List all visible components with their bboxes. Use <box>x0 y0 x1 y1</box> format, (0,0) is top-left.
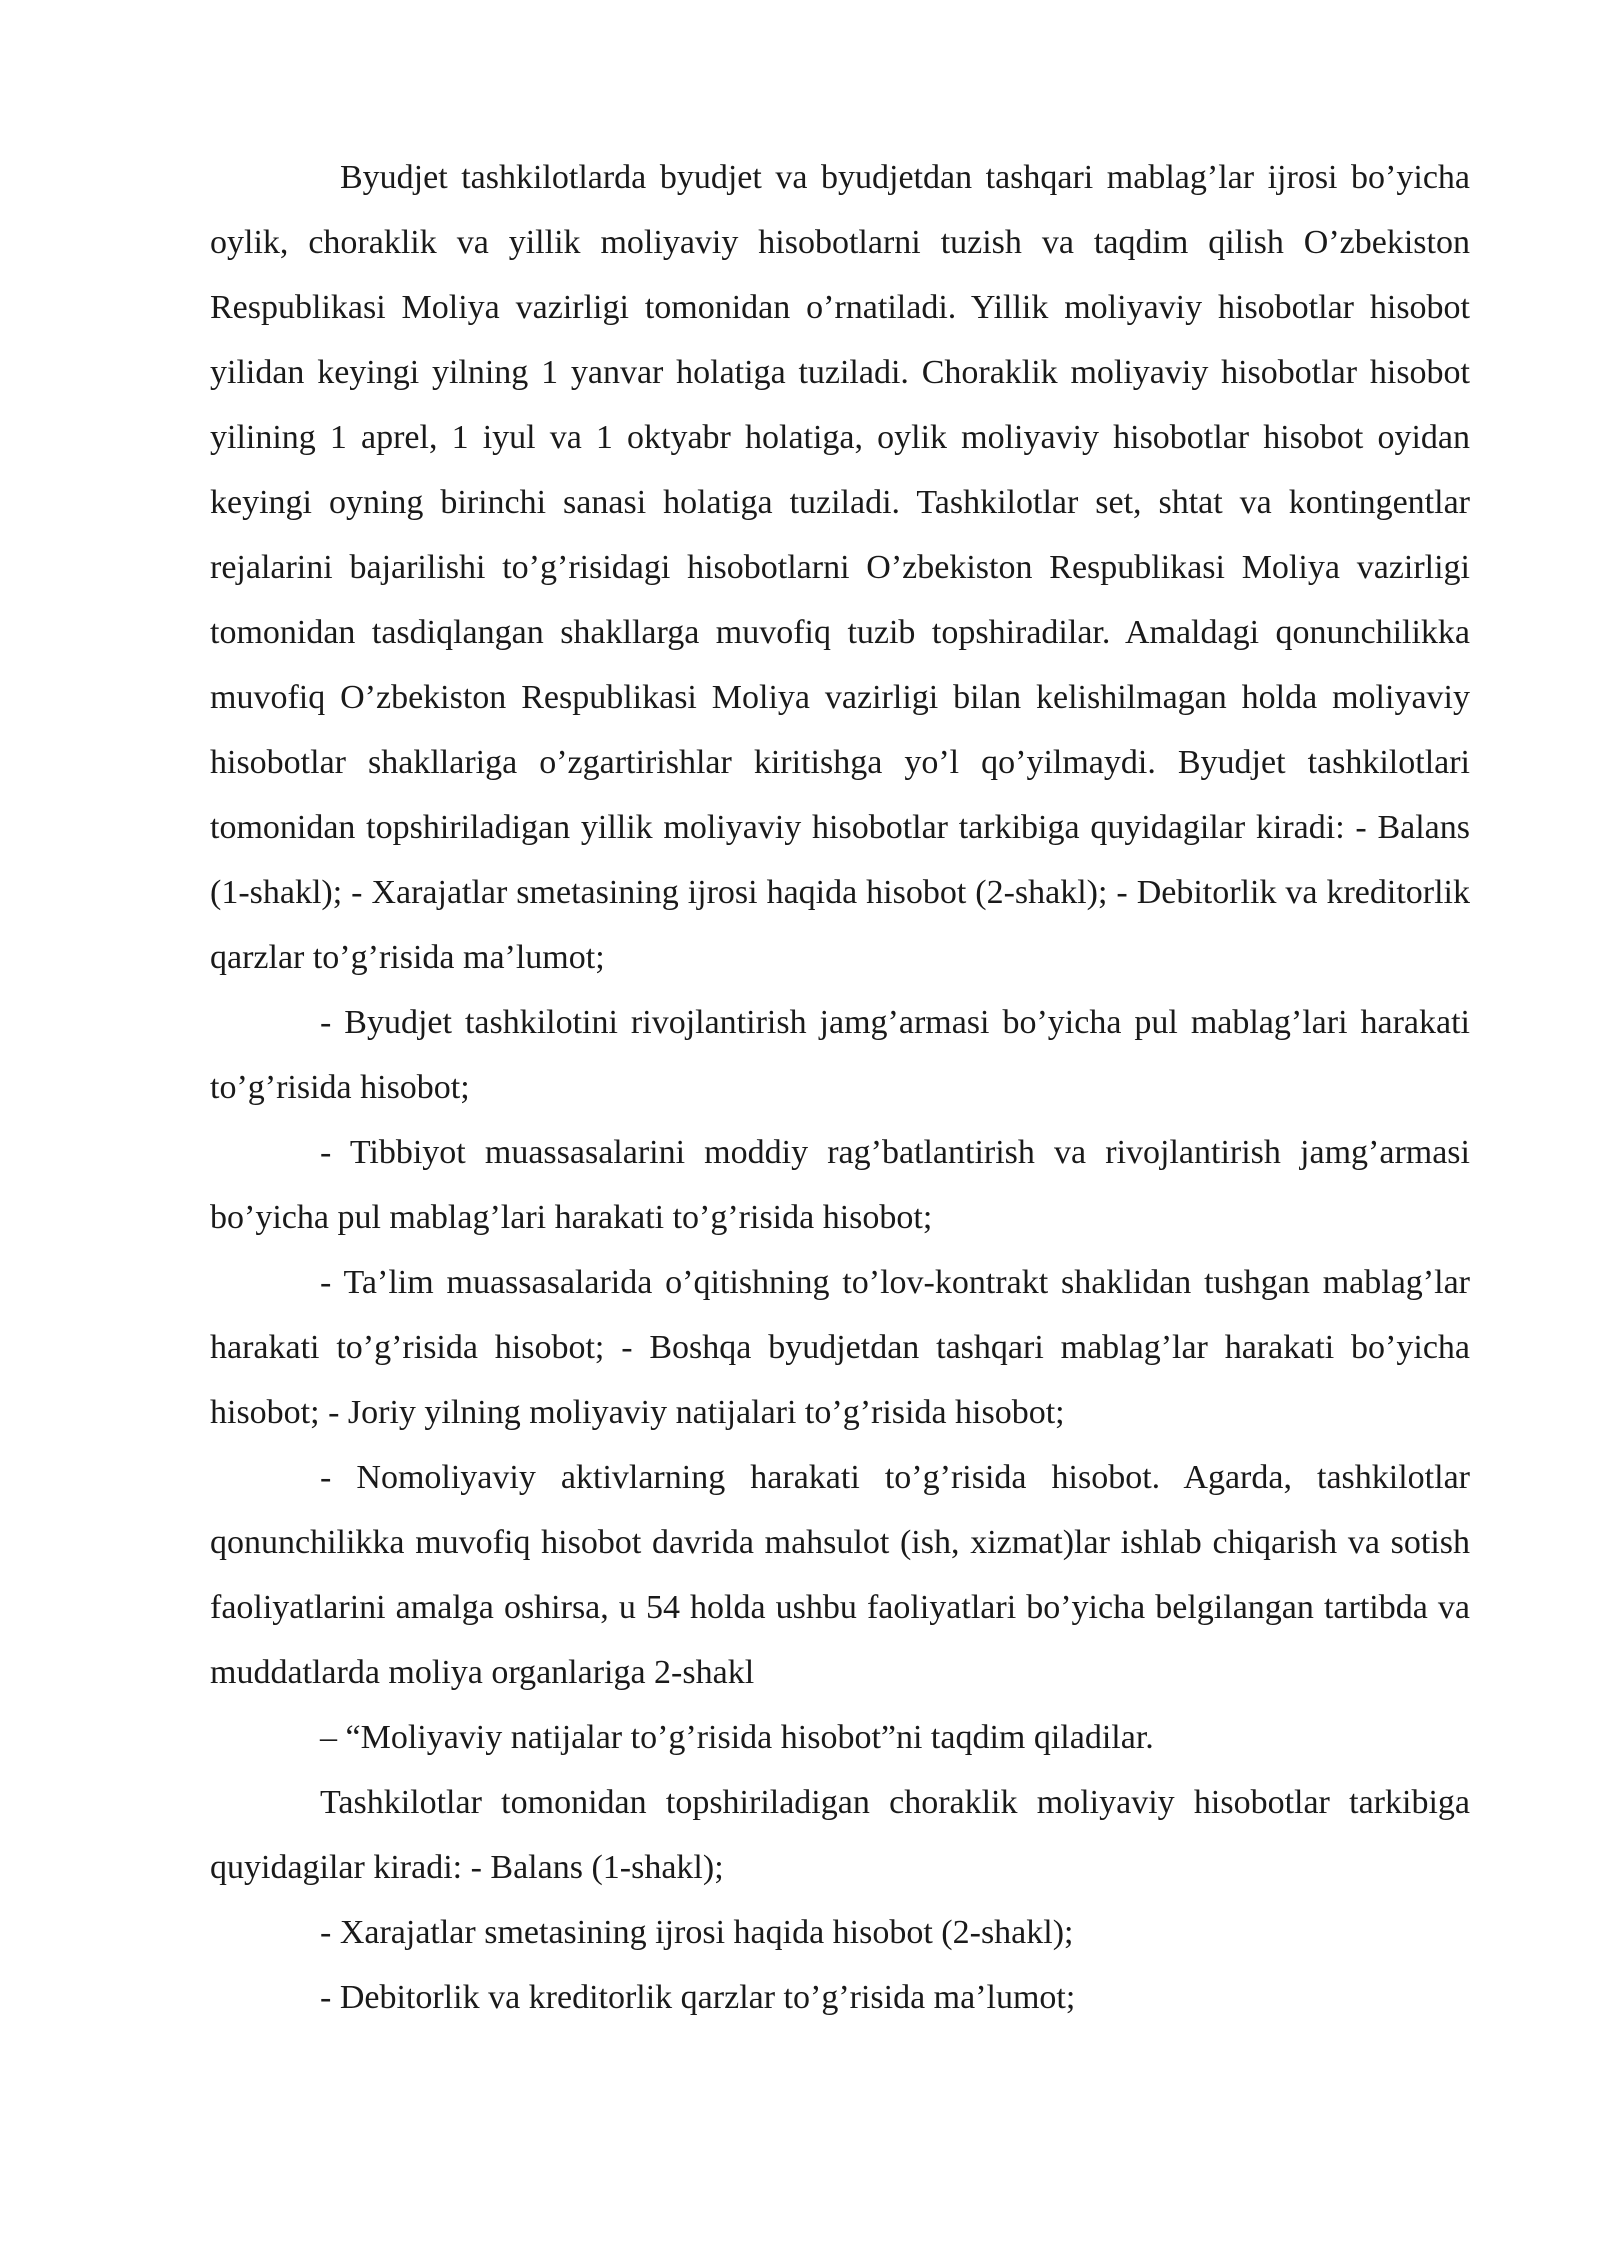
paragraph-5: - Nomoliyaviy aktivlarning harakati to’g’risida hisobot. Agarda, tashkilotlar qonunchilikka muvofiq hisobot davrida mahsulot (ish, xizmat)lar ishlab chiqarish va sotish faoliyatlarini amalga oshirsa, u 54 holda ushbu faoliyatlari bo’yicha belgilangan tartibda va muddatlarda moliya organlariga 2-shakl <box>210 1459 1470 1691</box>
paragraph-2: - Byudjet tashkilotini rivojlantirish jamg’armasi bo’yicha pul mablag’lari harakati to’g’risida hisobot; <box>210 1004 1470 1106</box>
paragraph-9: - Debitorlik va kreditorlik qarzlar to’g’risida ma’lumot; <box>320 1979 1076 2016</box>
paragraph-3: - Tibbiyot muassasalarini moddiy rag’batlantirish va rivojlantirish jamg’armasi bo’yicha pul mablag’lari harakati to’g’risida hisobot; <box>210 1134 1470 1236</box>
paragraph-6: – “Moliyaviy natijalar to’g’risida hisobot”ni taqdim qiladilar. <box>320 1719 1154 1756</box>
document-body <box>210 145 1470 2030</box>
paragraph-7: Tashkilotlar tomonidan topshiriladigan choraklik moliyaviy hisobotlar tarkibiga quyidagilar kiradi: - Balans (1-shakl); <box>210 1784 1470 1886</box>
paragraph-4: - Ta’lim muassasalarida o’qitishning to’lov-kontrakt shaklidan tushgan mablag’lar harakati to’g’risida hisobot; - Boshqa byudjetdan tashqari mablag’lar harakati bo’yicha hisobot; - Joriy yilning moliyaviy natijalari to’g’risida hisobot; <box>210 1264 1470 1431</box>
paragraph-8: - Xarajatlar smetasining ijrosi haqida hisobot (2-shakl); <box>320 1914 1074 1951</box>
paragraph-1: Byudjet tashkilotlarda byudjet va byudjetdan tashqari mablag’lar ijrosi bo’yicha oylik, choraklik va yillik moliyaviy hisobotlarni tuzish va taqdim qilish O’zbekiston Respublikasi Moliya vazirligi tomonidan o’rnatiladi. Yillik moliyaviy hisobotlar hisobot yilidan keyingi yilning 1 yanvar holatiga tuziladi. Choraklik moliyaviy hisobotlar hisobot yilining 1 aprel, 1 iyul va 1 oktyabr holatiga, oylik moliyaviy hisobotlar hisobot oyidan keyingi oyning birinchi sanasi holatiga tuziladi. Tashkilotlar set, shtat va kontingentlar rejalarini bajarilishi to’g’risidagi hisobotlarni O’zbekiston Respublikasi Moliya vazirligi tomonidan tasdiqlangan shakllarga muvofiq tuzib topshiradilar. Amaldagi qonunchilikka muvofiq O’zbekiston Respublikasi Moliya vazirligi bilan kelishilmagan holda moliyaviy hisobotlar shakllariga o’zgartirishlar kiritishga yo’l qo’yilmaydi. Byudjet tashkilotlari tomonidan topshiriladigan yillik moliyaviy hisobotlar tarkibiga quyidagilar kiradi: - Balans (1-shakl); - Xarajatlar smetasining ijrosi haqida hisobot (2-shakl); - Debitorlik va kreditorlik qarzlar to’g’risida ma’lumot; <box>210 159 1470 976</box>
